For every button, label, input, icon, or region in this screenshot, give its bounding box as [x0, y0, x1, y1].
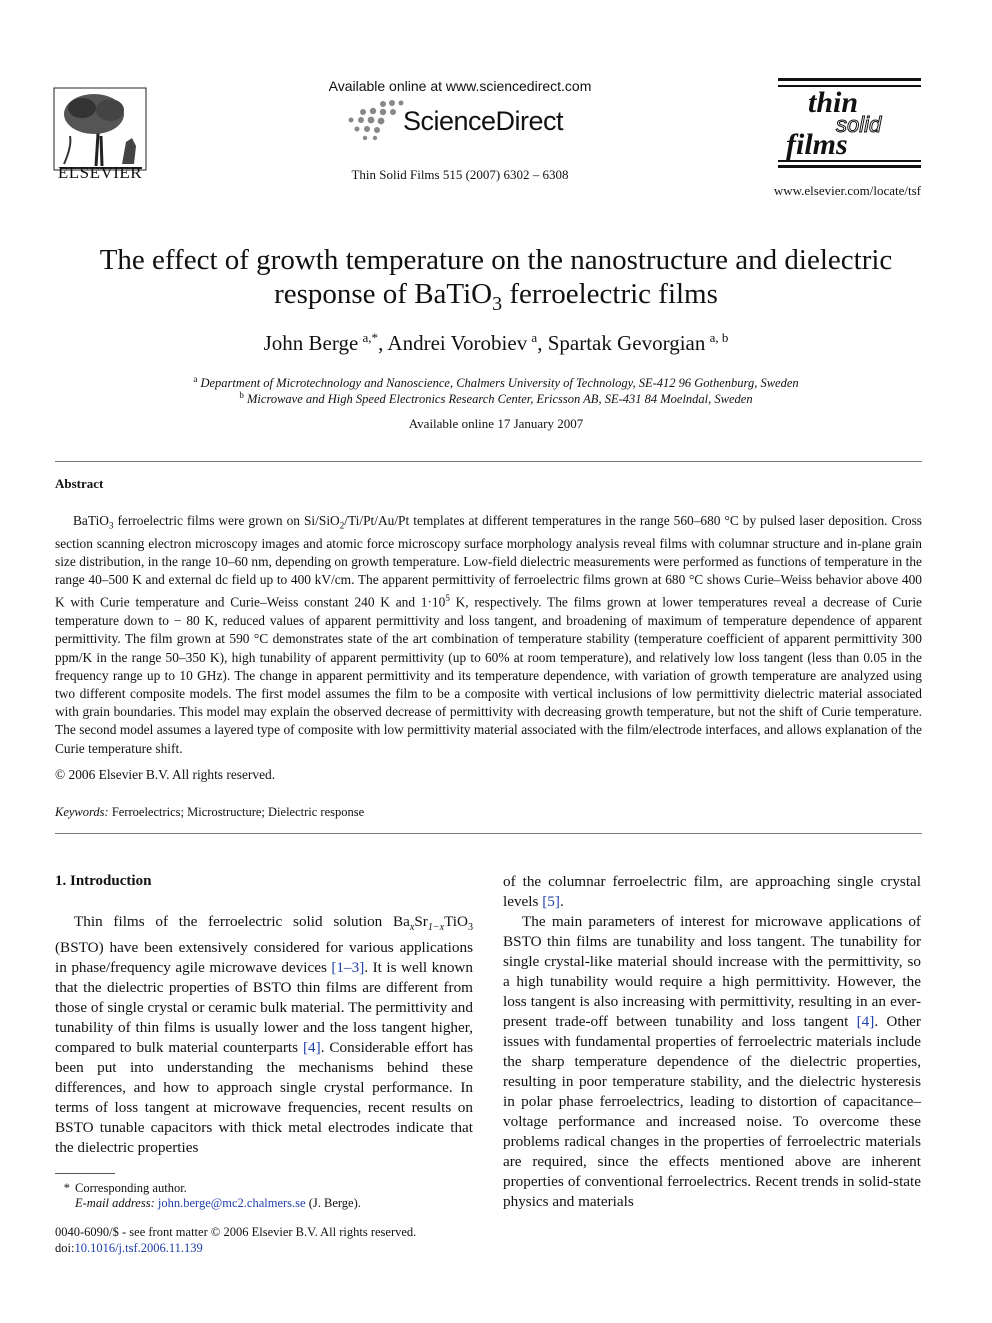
- journal-reference: Thin Solid Films 515 (2007) 6302 – 6308: [351, 167, 569, 182]
- author-name[interactable]: John Berge: [263, 331, 359, 355]
- article-title: [60, 243, 932, 321]
- thin-solid-films-logo: [778, 78, 921, 170]
- abstract-heading: Abstract: [55, 476, 104, 491]
- abstract-text: BaTiO$_3$ ferroelectric films were grown on Si/SiO$_2$/Ti/Pt/Au/Pt templates at different temperatures in the range 560–680 °C by pulsed laser deposition. Cross section scanning electron microscopy images and atomic force microscopy surface morphology analysis reveal films with columnar structure and in-plane grain size distribution, in the range 10–60 nm, depending on growth temperature. Low-field dielectric measurements were performed as functions of temperature in the range 40–500 K and external dc field up to 400 kV/cm. The apparent permittivity of ferroelectric films grown at 680 °C shows Curie–Weiss behavior above 400 K with Curie temperature and Curie–Weiss constant 240 K and $1\cdot 10^5$ K, respectively. The films grown at lower temperatures reveal a decrease of Curie temperature down to − 80 K, reduced values of apparent permittivity and loss tangent, and broadening of maximum of temperature dependence of apparent permittivity. The film grown at 590 °C demonstrates state of the art combination of temperature stability (temperature coefficient of apparent permittivity 300 ppm/K in the range 50–350 K), high tunability of apparent permittivity (up to 60% at room temperature), and relatively low loss tangent (less than 0.05 in the frequency range up to 10 GHz). The change in apparent permittivity and its temperature dependence, with variation of growth temperature are analyzed using two different composite models. The first model assumes the film to be a composite with vertical inclusions of low permittivity dielectric material associated with grain boundaries. This model may explain the observed decrease of permittivity with decreasing growth temperature, but not the shift of Curie temperature. The second model assumes a layered type of composite with low permittivity material associated with the film/electrode interfaces, and allows explanation of the Curie temperature shift.: [55, 513, 922, 756]
- issn-line: 0040-6090/$ - see front matter © 2006 Elsevier B.V. All rights reserved.: [55, 1225, 417, 1239]
- journal-url[interactable]: www.elsevier.com/locate/tsf: [773, 183, 921, 198]
- email-note: E-mail address: john.berge@mc2.chalmers.se (J. Berge).: [75, 1196, 361, 1210]
- author-name[interactable]: Andrei Vorobiev: [387, 331, 528, 355]
- title-line-1: The effect of growth temperature on the nanostructure and dielectric: [99, 244, 893, 276]
- corresponding-author-note: * Corresponding author.: [63, 1181, 187, 1195]
- body-column-left: [55, 912, 473, 1158]
- affiliation-b: $^b$ Microwave and High Speed Electronics Research Center, Ericsson AB, SE-431 84 Moelndal, Sweden: [239, 390, 753, 407]
- author-affil-mark: a,*: [362, 330, 379, 345]
- logo-word-solid: solid: [836, 112, 882, 137]
- section-heading: 1. Introduction: [55, 873, 152, 889]
- email-link[interactable]: john.berge@mc2.chalmers.se: [157, 1196, 306, 1210]
- citation-link[interactable]: [5]: [542, 893, 560, 910]
- abstract-copyright: © 2006 Elsevier B.V. All rights reserved.: [55, 767, 276, 782]
- paragraph: The main parameters of interest for microwave applications of BSTO thin films are tunability and loss tangent. The tunability for single crystal-like material should increase with the permittivity, so a high tunability would require a high permittivity. However, the loss tangent is also increasing with permittivity, resulting in an ever-present trade-off between tunability and loss tangent [4]. Other issues with fundamental properties of ferroelectric materials include the sharp temperature dependence of the dielectric properties, resulting in poor temperature stability, and the dielectric hysteresis in polar phase ferroelectrics, leading to distortion of capacitance–voltage performance and increased noise. To overcome these problems radical changes in the properties of ferroelectric materials are required, since the effects mentioned above are inherent properties of conventional ferroelectrics. Recent trends in solid-state physics and materials: [503, 913, 921, 1210]
- divider: [55, 461, 922, 462]
- doi-line: doi:10.1016/j.tsf.2006.11.139: [55, 1241, 203, 1255]
- body-column-right: [503, 872, 921, 1212]
- divider: [55, 833, 922, 834]
- footnote-divider: [55, 1173, 115, 1174]
- publisher-name: ELSEVIER: [57, 163, 143, 182]
- citation-link[interactable]: [4]: [856, 1013, 875, 1030]
- keywords: Keywords: Ferroelectrics; Microstructure; Dielectric response: [55, 805, 365, 819]
- citation-link[interactable]: [1–3]: [331, 959, 365, 977]
- paragraph: of the columnar ferroelectric film, are approaching single crystal levels [5].: [503, 873, 921, 910]
- author-name[interactable]: Spartak Gevorgian: [547, 331, 706, 355]
- paragraph: Thin films of the ferroelectric solid solution $Ba_xSr_{1-x}TiO_3$ (BSTO) have been extensively considered for various applications in phase/frequency agile microwave devices [1–3]. It is well known that the dielectric properties of BSTO thin films are different from those of single crystal or ceramic bulk material. The permittivity and tunability of thin films is usually lower and the loss tangent higher, compared to bulk material counterparts [4]. Considerable effort has been put into understanding the mechanisms behind these differences, and how to approach single crystal performance. In terms of loss tangent at microwave frequencies, recent results on BSTO tunable capacitors with thick metal electrodes indicate that the dielectric properties: [55, 913, 473, 1157]
- author-affil-mark: a: [531, 330, 538, 345]
- author-list: John Berge $^{a,*}$, Andrei Vorobiev $^a$, Spartak Gevorgian $^{a, b}$: [263, 330, 729, 355]
- citation-link[interactable]: [4]: [302, 1039, 321, 1057]
- available-online-date: Available online 17 January 2007: [408, 416, 584, 431]
- available-online-notice: Available online at www.sciencedirect.com: [328, 78, 592, 94]
- logo-word-films: films: [786, 128, 848, 161]
- author-affil-mark: a, b: [709, 330, 729, 345]
- title-line-2: response of BaTiO$_3$ ferroelectric films: [274, 278, 718, 315]
- doi-link[interactable]: 10.1016/j.tsf.2006.11.139: [74, 1241, 203, 1255]
- logo-word-thin: thin: [808, 86, 859, 119]
- affiliation-a: $^a$ Department of Microtechnology and Nanoscience, Chalmers University of Technology, SE-412 96 Gothenburg, Sweden: [193, 374, 799, 391]
- sciencedirect-wordmark: ScienceDirect: [403, 106, 564, 136]
